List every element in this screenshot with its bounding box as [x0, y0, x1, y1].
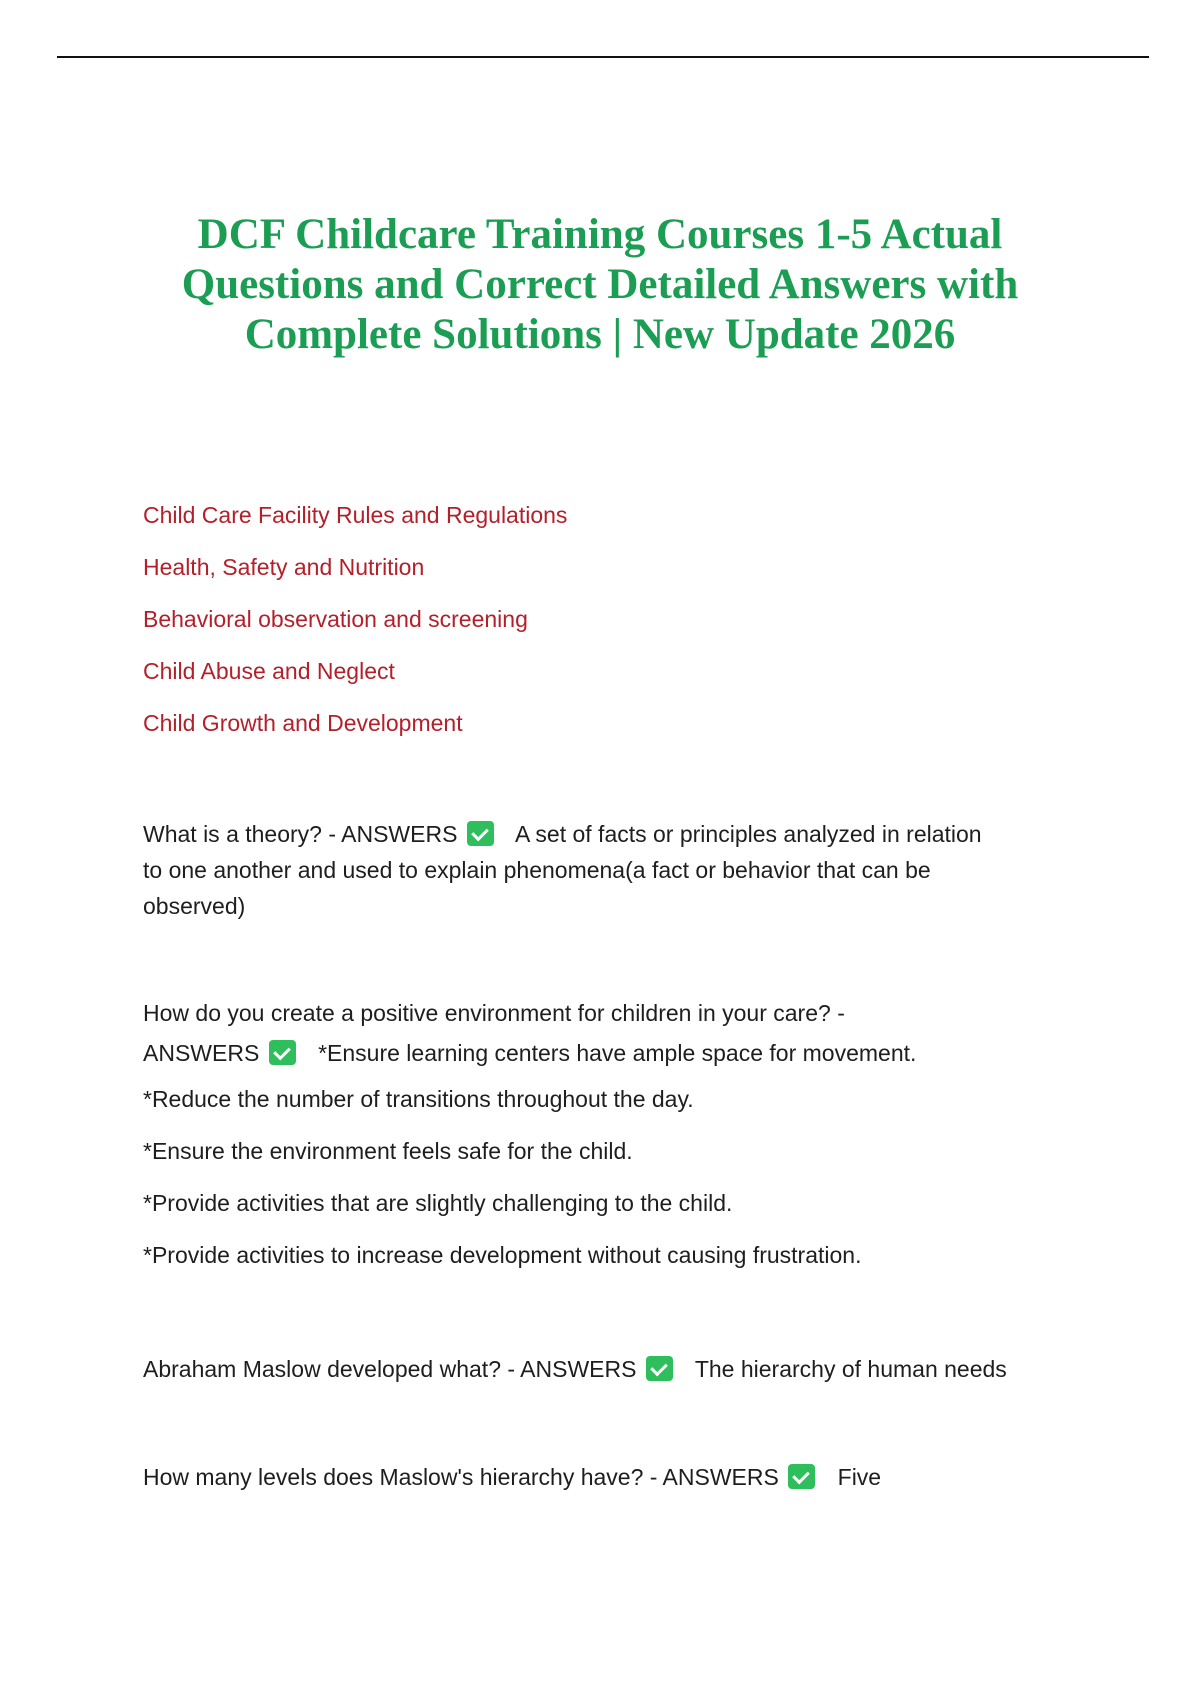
qa-line: [143, 1351, 1083, 1387]
check-icon: [788, 1464, 815, 1489]
topic-item: Health, Safety and Nutrition: [143, 554, 425, 580]
title-line-1: DCF Childcare Training Courses 1-5 Actual: [197, 211, 1003, 258]
question-text: What is a theory? - ANSWERS: [143, 821, 458, 847]
check-icon: [646, 1356, 673, 1381]
check-icon: [467, 821, 494, 846]
topic-item: Behavioral observation and screening: [143, 606, 528, 632]
answer-text: to one another and used to explain phenomena(a fact or behavior that can be: [143, 857, 931, 883]
qa-item-positive-environment: [143, 993, 1083, 1281]
answer-bullet: *Provide activities to increase development without causing frustration.: [143, 1242, 862, 1268]
topic-item: Child Growth and Development: [143, 710, 463, 736]
answer-text: observed): [143, 893, 246, 919]
qa-line: [143, 1459, 1083, 1495]
title-line-3: Complete Solutions | New Update 2026: [244, 311, 956, 358]
header-rule: [57, 56, 1149, 58]
qa-line: [143, 816, 1083, 852]
check-icon: [269, 1040, 296, 1065]
qa-item-theory: [143, 816, 1083, 924]
answer-text: A set of facts or principles analyzed in relation: [514, 821, 982, 847]
title-line-2: Questions and Correct Detailed Answers with: [181, 261, 1019, 308]
question-text: Abraham Maslow developed what? - ANSWERS: [143, 1356, 637, 1382]
answer-bullet: *Ensure the environment feels safe for the child.: [143, 1138, 633, 1164]
topic-list: [143, 500, 567, 760]
topic-item: Child Care Facility Rules and Regulations: [143, 502, 568, 528]
qa-item-maslow-levels: [143, 1459, 1083, 1495]
question-text: How do you create a positive environment for children in your care? -: [143, 1000, 845, 1026]
answer-bullet: *Reduce the number of transitions throughout the day.: [143, 1086, 694, 1112]
question-text: ANSWERS: [143, 1040, 260, 1066]
topic-item: Child Abuse and Neglect: [143, 658, 395, 684]
document-title: [60, 210, 1140, 360]
answer-text: Five: [837, 1464, 882, 1490]
answer-text: The hierarchy of human needs: [694, 1356, 1007, 1382]
qa-item-maslow: [143, 1351, 1083, 1387]
qa-line: [143, 1033, 1083, 1073]
question-text: How many levels does Maslow's hierarchy have? - ANSWERS: [143, 1464, 779, 1490]
answer-bullet: *Provide activities that are slightly challenging to the child.: [143, 1190, 733, 1216]
answer-text: *Ensure learning centers have ample space for movement.: [318, 1040, 917, 1066]
